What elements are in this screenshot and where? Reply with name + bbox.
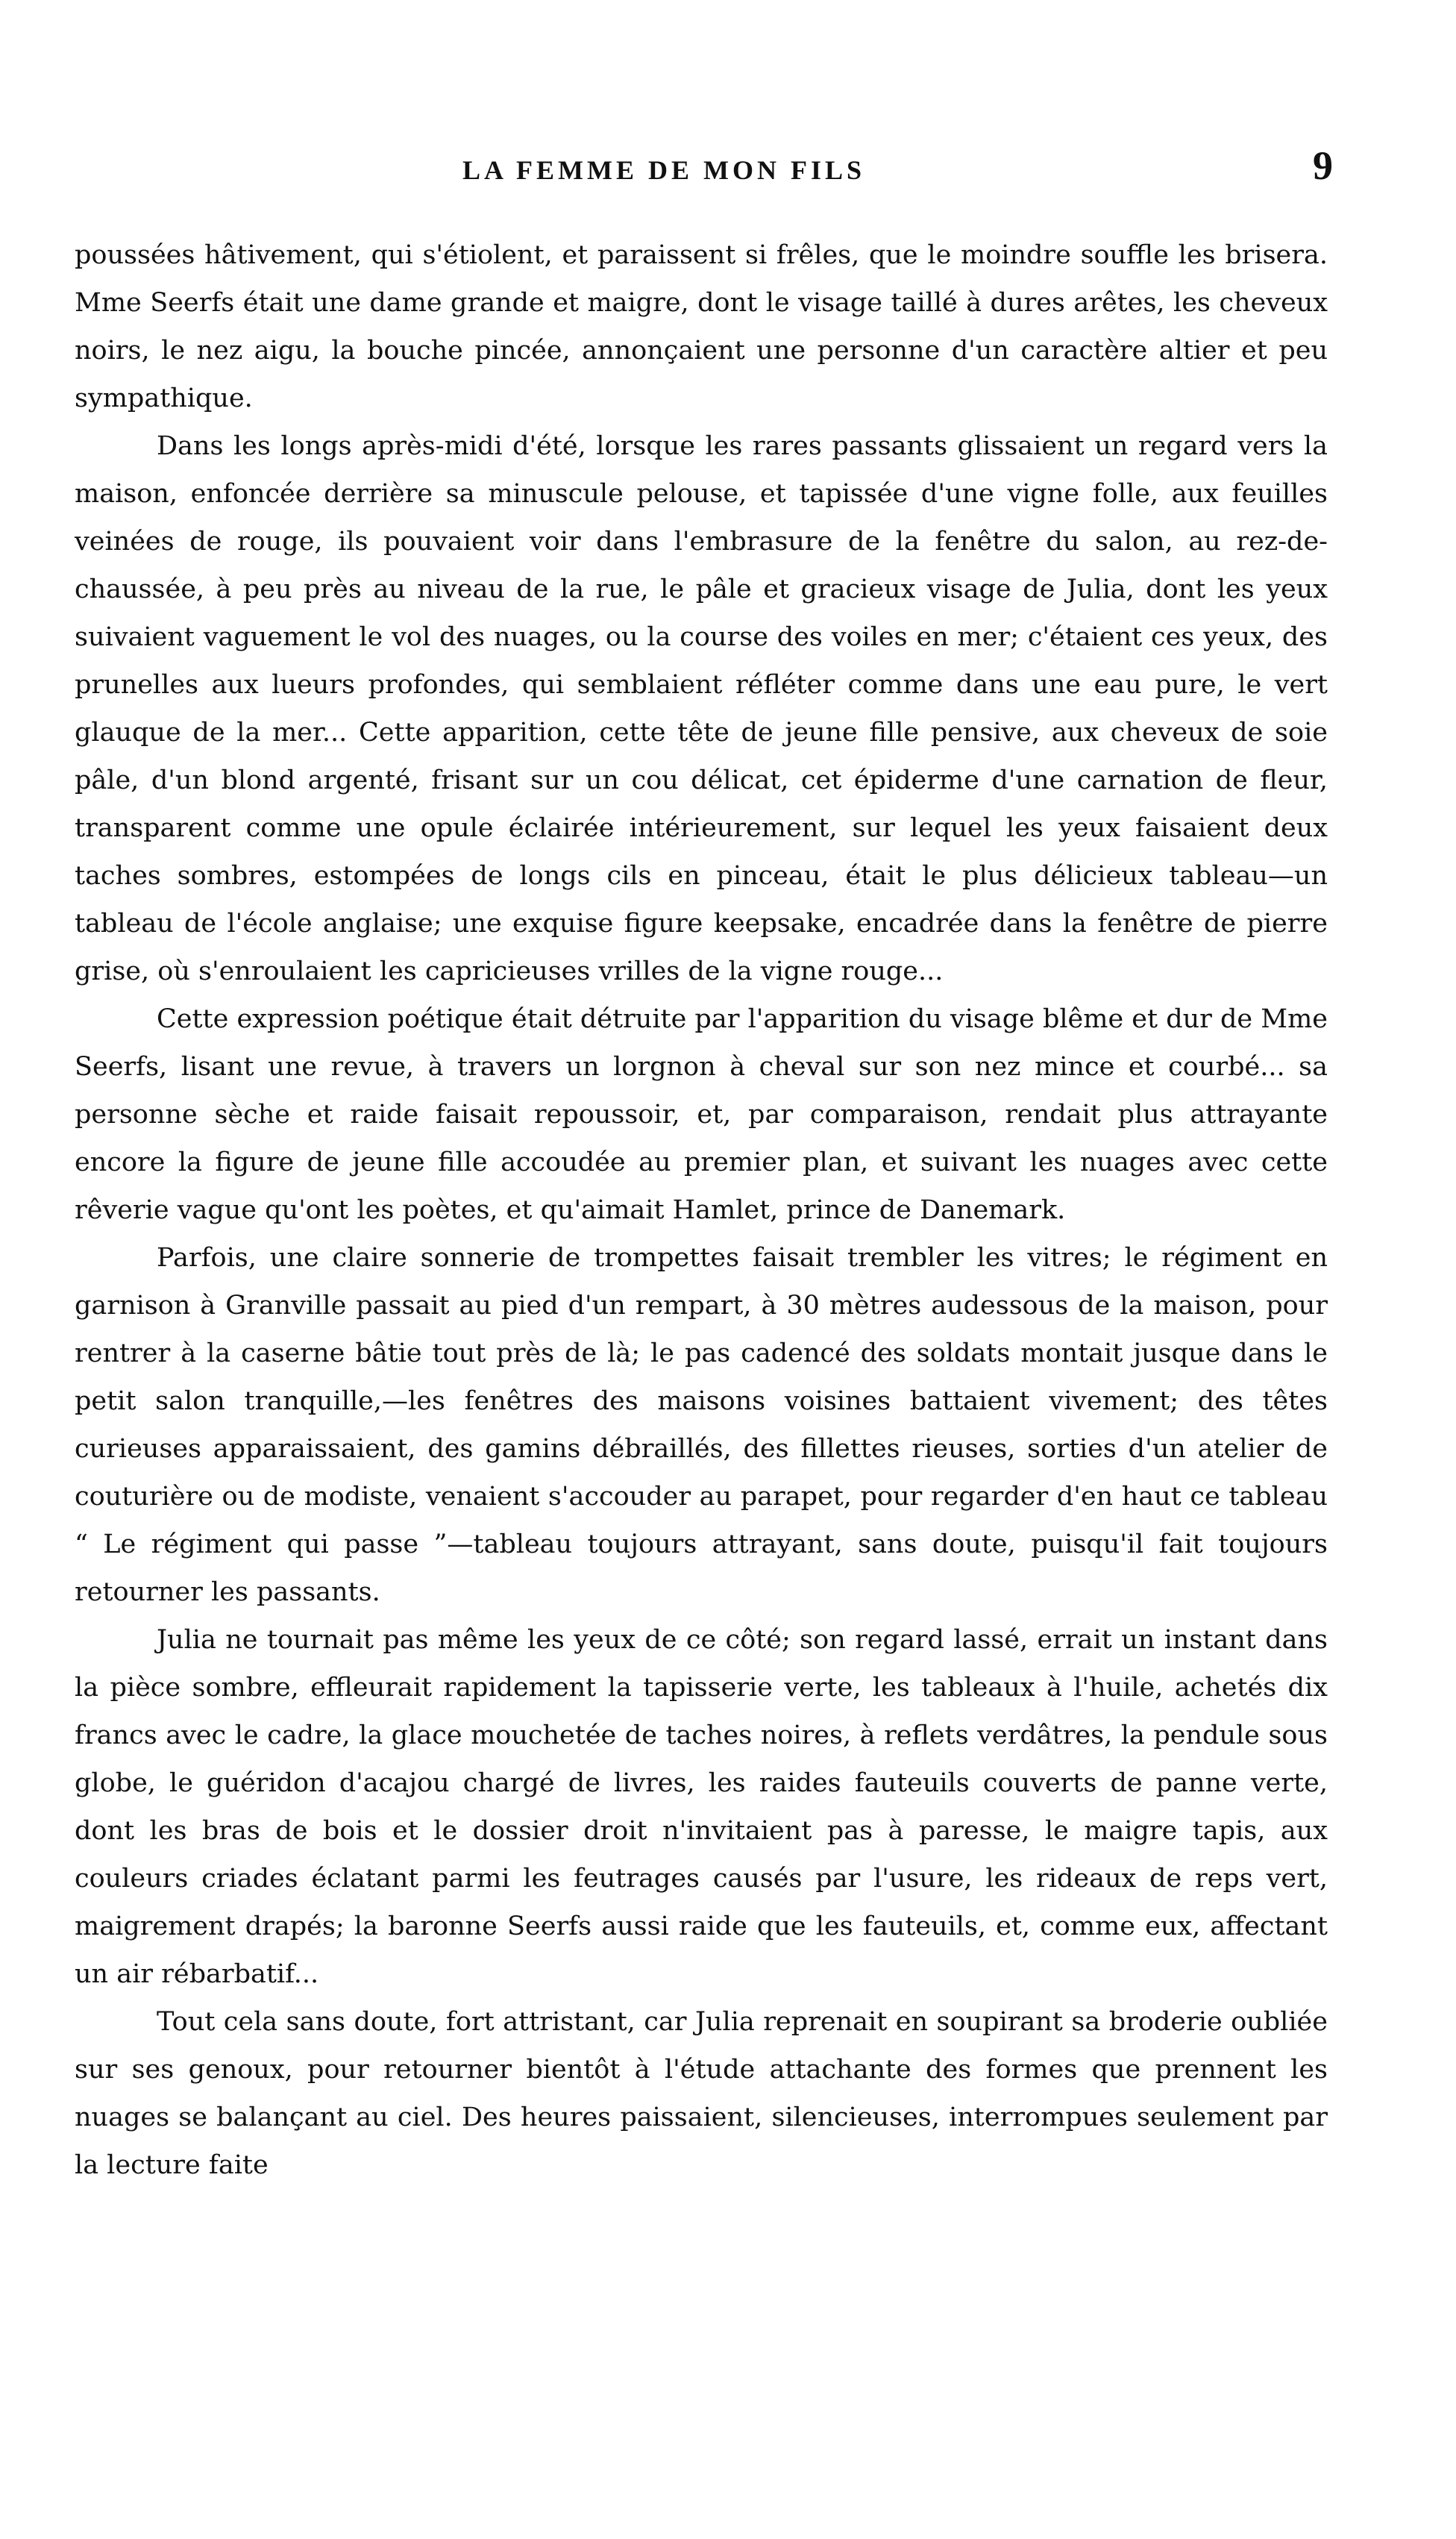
paragraph-continued: poussées hâtivement, qui s'étiolent, et paraissent si frêles, que le moindre souffle les brisera. Mme Seerfs était une dame grande et maigre, dont le visage taillé à dures arêtes, les cheveux noirs, le nez aigu, la bouche pincée, annonçaient une personne d'un caractère altier et peu sympathique. bbox=[75, 240, 1328, 413]
running-title: LA FEMME DE MON FILS bbox=[462, 155, 866, 185]
paragraph-julia-room: Julia ne tournait pas même les yeux de ce côté; son regard lassé, errait un instant dans la pièce sombre, effleurait rapidement la tapisserie verte, les tableaux à l'huile, achetés dix francs avec le cadre, la glace mouchetée de taches noires, à reflets verdâtres, la pendule sous globe, le guéridon d'acajou chargé de livres, les raides fauteuils couverts de panne verte, dont les bras de bois et le dossier droit n'invitaient pas à paresse, le maigre tapis, aux couleurs criades éclatant parmi les feutrages causés par l'usure, les rideaux de reps vert, maigrement drapés; la baronne Seerfs aussi raide que les fauteuils, et, comme eux, affectant un air rébarbatif... bbox=[75, 1625, 1328, 1989]
paragraph-trumpets: Parfois, une claire sonnerie de trompettes faisait trembler les vitres; le régiment en garnison à Granville passait au pied d'un rempart, à 30 mètres audessous de la maison, pour rentrer à la caserne bâtie tout près de là; le pas cadencé des soldats montait jusque dans le petit salon tranquille,—les fenêtres des maisons voisines battaient vivement; des têtes curieuses apparaissaient, des gamins débraillés, des fillettes rieuses, sorties d'un atelier de couturière ou de modiste, venaient s'accouder au parapet, pour regarder d'en haut ce tableau “ Le régiment qui passe ”—tableau toujours attrayant, sans doute, puisqu'il fait toujours retourner les passants. bbox=[75, 1243, 1328, 1607]
body-text bbox=[75, 231, 1328, 2189]
running-header bbox=[0, 143, 1456, 192]
paragraph-summer-afternoons: Dans les longs après-midi d'été, lorsque les rares passants glissaient un regard vers la maison, enfoncée derrière sa minuscule pelouse, et tapissée d'une vigne folle, aux feuilles veinées de rouge, ils pouvaient voir dans l'embrasure de la fenêtre du salon, au rez-de-chaussée, à peu près au niveau de la rue, le pâle et gracieux visage de Julia, dont les yeux suivaient vaguement le vol des nuages, ou la course des voiles en mer; c'étaient ces yeux, des prunelles aux lueurs profondes, qui semblaient réfléter comme dans une eau pure, le vert glauque de la mer... Cette apparition, cette tête de jeune fille pensive, aux cheveux de soie pâle, d'un blond argenté, frisant sur un cou délicat, cet épiderme d'une carnation de fleur, transparent comme une opule éclairée intérieurement, sur lequel les yeux faisaient deux taches sombres, estompées de longs cils en pinceau, était le plus délicieux tableau—un tableau de l'école anglaise; une exquise figure keepsake, encadrée dans la fenêtre de pierre grise, où s'enroulaient les capricieuses vrilles de la vigne rouge... bbox=[75, 431, 1328, 986]
page-number: 9 bbox=[1313, 143, 1333, 188]
paragraph-mme-seerfs: Cette expression poétique était détruite par l'apparition du visage blême et dur de Mme Seerfs, lisant une revue, à travers un lorgnon à cheval sur son nez mince et courbé... sa personne sèche et raide faisait repoussoir, et, par comparaison, rendait plus attrayante encore la figure de jeune fille accoudée au premier plan, et suivant les nuages avec cette rêverie vague qu'ont les poètes, et qu'aimait Hamlet, prince de Danemark. bbox=[75, 1004, 1328, 1225]
paragraph-embroidery: Tout cela sans doute, fort attristant, car Julia reprenait en soupirant sa broderie oubliée sur ses genoux, pour retourner bientôt à l'étude attachante des formes que prennent les nuages se balançant au ciel. Des heures paissaient, silencieuses, interrompues seulement par la lecture faite bbox=[75, 2007, 1328, 2180]
